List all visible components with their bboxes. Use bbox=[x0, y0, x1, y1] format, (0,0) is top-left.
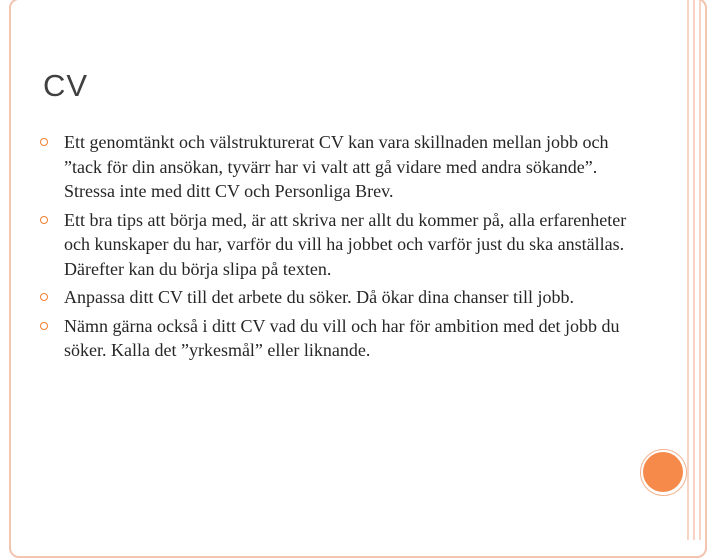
decorative-stripe bbox=[699, 0, 701, 540]
bullet-circle-icon bbox=[40, 322, 48, 330]
bullet-text: Anpassa ditt CV till det arbete du söker. Då ökar dina chanser till jobb. bbox=[64, 287, 575, 307]
bullet-text: Nämn gärna också i ditt CV vad du vill och har för ambition med det jobb du söker. Kalla det ”yrkesmål” eller liknande. bbox=[64, 315, 620, 360]
bullet-item bbox=[40, 314, 640, 363]
bullet-item bbox=[40, 285, 640, 310]
bullet-item bbox=[40, 208, 640, 282]
bullet-text: Ett genomtänkt och välstrukturerat CV kan vara skillnaden mellan jobb och ”tack för din ansökan, tyvärr har vi valt att gå vidare med andra sökande”. Stressa inte med ditt CV och Personliga Brev. bbox=[64, 132, 609, 201]
decorative-circle-fill bbox=[643, 452, 683, 492]
slide-title: CV bbox=[43, 68, 89, 103]
decorative-circle-icon bbox=[640, 449, 687, 496]
bullet-circle-icon bbox=[40, 293, 48, 301]
bullet-circle-icon bbox=[40, 138, 48, 146]
bullet-item bbox=[40, 130, 640, 204]
bullet-list bbox=[40, 130, 640, 367]
bullet-text: Ett bra tips att börja med, är att skriva ner allt du kommer på, alla erfarenheter och kunskaper du har, varför du vill ha jobbet och varför just du ska anställas. Därefter kan du börja slipa på texten. bbox=[64, 209, 627, 279]
decorative-stripe bbox=[693, 0, 695, 540]
bullet-circle-icon bbox=[40, 216, 48, 224]
decorative-stripe bbox=[687, 0, 689, 540]
